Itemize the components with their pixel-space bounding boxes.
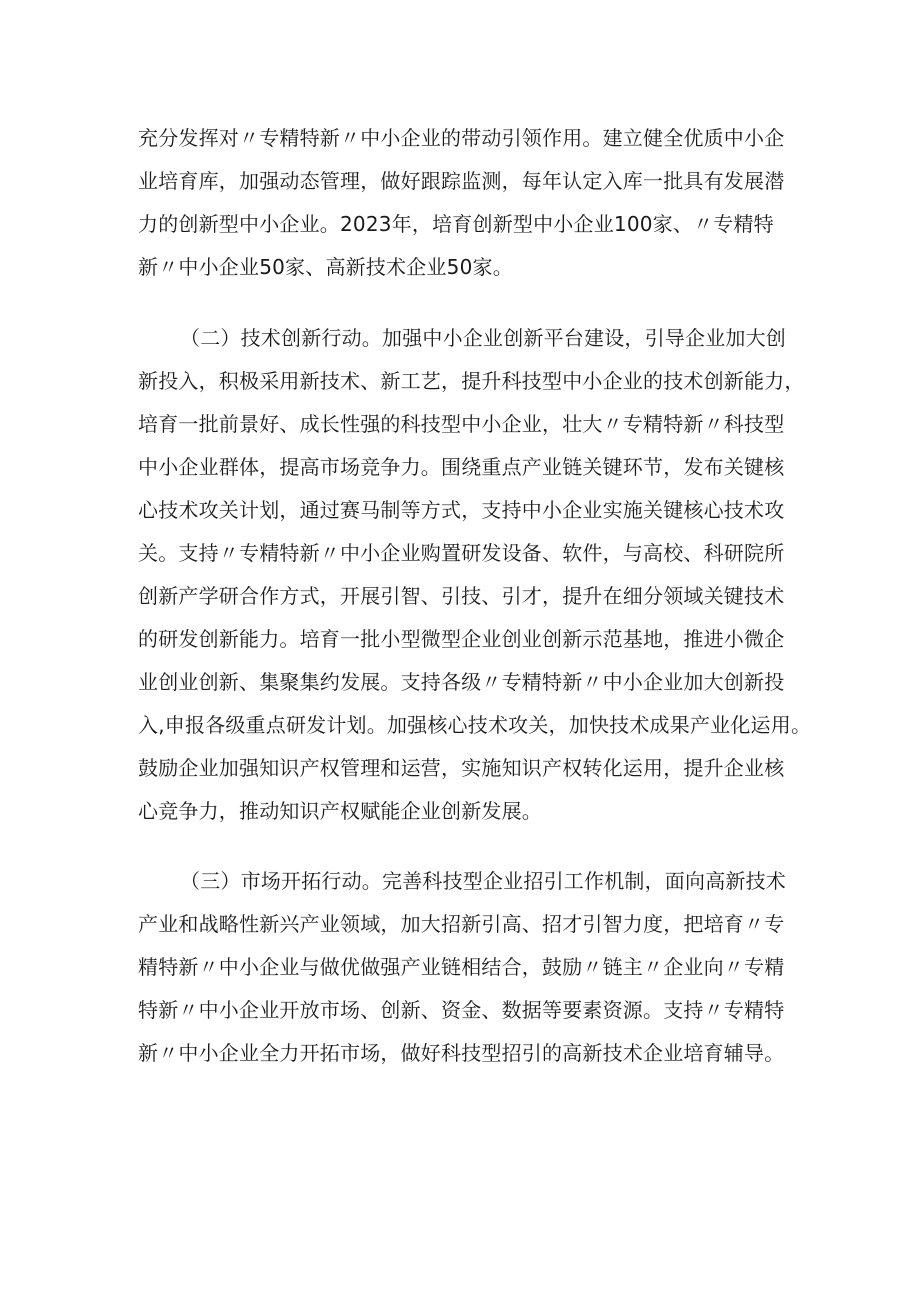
text-line: 心技术攻关计划，通过赛马制等方式，支持中小企业实施关键核心技术攻	[138, 498, 785, 522]
text-line: 鼓励企业加强知识产权管理和运营，实施知识产权转化运用，提升企业核	[138, 756, 785, 780]
text-line: 业创业创新、集聚集约发展。支持各级〃专精特新〃中小企业加大创新投	[138, 670, 785, 694]
text-line: 新投入，积极采用新技术、新工艺，提升科技型中小企业的技术创新能力，	[138, 369, 805, 393]
text-line: 精特新〃中小企业与做优做强产业链相结合，鼓励〃链主〃企业向〃专精	[138, 955, 785, 979]
text-line: 力的创新型中小企业。2023年，培育创新型中小企业100家、〃专精特	[138, 212, 774, 236]
text-line: 产业和战略性新兴产业领域，加大招新引高、招才引智力度，把培育〃专	[138, 912, 785, 936]
text-line: 中小企业群体，提高市场竞争力。围绕重点产业链关键环节，发布关键核	[138, 455, 785, 479]
text-line: 特新〃中小企业开放市场、创新、资金、数据等要素资源。支持〃专精特	[138, 998, 785, 1022]
text-line: 新〃中小企业50家、高新技术企业50家。	[138, 255, 513, 279]
text-line: （二）技术创新行动。加强中小企业创新平台建设，引导企业加大创	[180, 326, 786, 350]
text-line: （三）市场开拓行动。完善科技型企业招引工作机制，面向高新技术	[180, 869, 786, 893]
text-line: 培育一批前景好、成长性强的科技型中小企业，壮大〃专精特新〃科技型	[138, 412, 785, 436]
text-line: 关。支持〃专精特新〃中小企业购置研发设备、软件，与高校、科研院所	[138, 541, 785, 565]
text-line: 新〃中小企业全力开拓市场，做好科技型招引的高新技术企业培育辅导。	[138, 1041, 785, 1065]
text-line: 的研发创新能力。培育一批小型微型企业创业创新示范基地，推进小微企	[138, 627, 785, 651]
text-line: 业培育库，加强动态管理，做好跟踪监测，每年认定入库一批具有发展潜	[138, 169, 785, 193]
text-line: 心竞争力，推动知识产权赋能企业创新发展。	[138, 799, 542, 823]
text-line: 入,申报各级重点研发计划。加强核心技术攻关，加快技术成果产业化运用。	[138, 713, 812, 737]
text-line: 充分发挥对〃专精特新〃中小企业的带动引领作用。建立健全优质中小企	[138, 126, 785, 150]
text-line: 创新产学研合作方式，开展引智、引技、引才，提升在细分领域关键技术	[138, 584, 785, 608]
